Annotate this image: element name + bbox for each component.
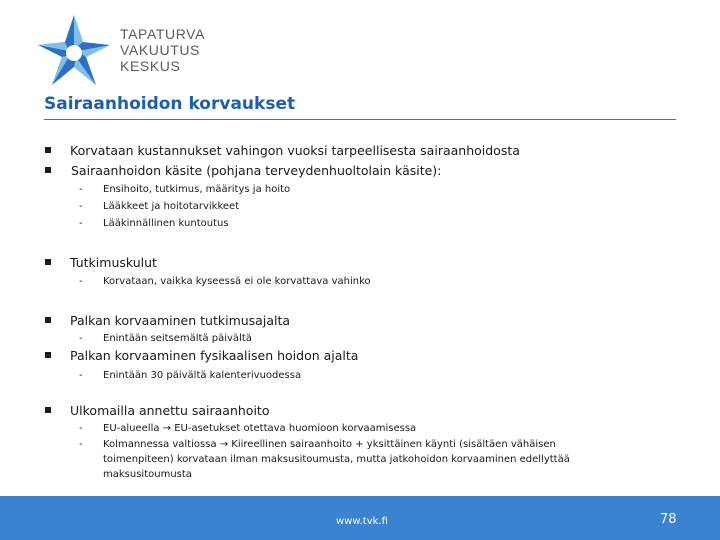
logo-line-2: VAKUUTUS: [120, 42, 200, 58]
square-bullet-icon: [44, 316, 52, 324]
bullet-2-sub-1: Ensihoito, tutkimus, määritys ja hoito: [103, 184, 291, 195]
bullet-5-text: Palkan korvaaminen fysikaalisen hoidon ajalta: [70, 348, 359, 363]
bullet-2-text: Sairaanhoidon käsite (pohjana terveydenhuoltolain käsite):: [71, 163, 442, 178]
bullet-6-sub-2-line-3: maksusitoumusta: [103, 469, 192, 480]
square-bullet-icon: [44, 351, 52, 359]
bullet-3-text: Tutkimuskulut: [70, 255, 157, 270]
dash-marker: -: [79, 439, 83, 450]
logo-line-1: TAPATURVA: [120, 26, 206, 42]
bullet-3-sub: Korvataan, vaikka kyseessä ei ole korvattava vahinko: [103, 276, 371, 287]
bullet-6-sub-1: EU-alueella → EU-asetukset otettava huomioon korvaamisessa: [103, 423, 417, 434]
slide-title: Sairaanhoidon korvaukset: [44, 94, 296, 114]
logo-star-icon: [38, 15, 110, 85]
square-bullet-icon: [44, 166, 52, 174]
square-bullet-icon: [44, 146, 52, 154]
bullet-4-sub: Enintään seitsemältä päivältä: [103, 333, 252, 344]
bullet-2-sub-2: Lääkkeet ja hoitotarvikkeet: [103, 201, 240, 212]
bullet-5-sub: Enintään 30 päivältä kalenterivuodessa: [103, 370, 302, 381]
page-number: 78: [660, 512, 677, 527]
footer-url: www.tvk.fi: [336, 516, 388, 527]
bullet-1-text: Korvataan kustannukset vahingon vuoksi tarpeellisesta sairaanhoidosta: [70, 143, 520, 158]
bullet-2-sub-3: Lääkinnällinen kuntoutus: [103, 218, 229, 229]
tvk-logo-star-icon: [34, 12, 114, 90]
dash-marker: -: [79, 218, 83, 229]
bullet-4-text: Palkan korvaaminen tutkimusajalta: [70, 313, 291, 328]
dash-marker: -: [79, 184, 83, 195]
bullet-6-sub-2-line-1: Kolmannessa valtiossa → Kiireellinen sairaanhoito + yksittäinen käynti (sisältäen vähäisen: [103, 439, 556, 450]
square-bullet-icon: [44, 406, 52, 414]
logo-text: [120, 26, 205, 74]
logo-line-3: KESKUS: [120, 58, 181, 74]
bullet-6-sub-2-line-2: toimenpiteen) korvataan ilman maksusitoumusta, mutta jatkohoidon korvaaminen edellyttää: [103, 454, 570, 465]
dash-marker: -: [79, 423, 83, 434]
dash-marker: -: [79, 333, 83, 344]
dash-marker: -: [79, 370, 83, 381]
bullet-6-text: Ulkomailla annettu sairaanhoito: [70, 403, 270, 418]
title-underline: [44, 119, 676, 120]
dash-marker: -: [79, 201, 83, 212]
dash-marker: -: [79, 276, 83, 287]
square-bullet-icon: [44, 258, 52, 266]
